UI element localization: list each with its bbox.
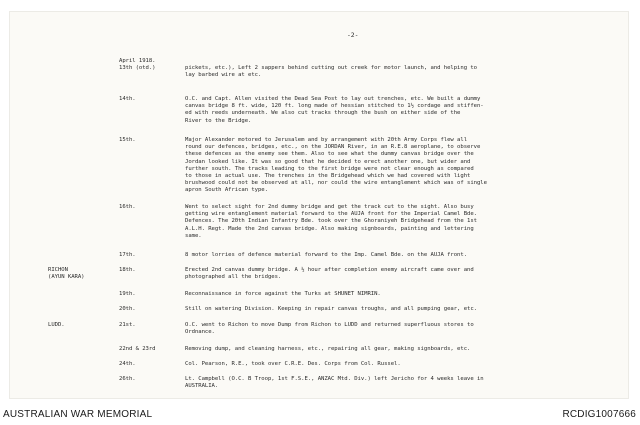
entry-date: 16th. <box>119 204 136 210</box>
entry-date: 20th. <box>119 306 136 312</box>
entry-date: 17th. <box>119 252 136 258</box>
entry-text: pickets, etc.), Left 2 sappers behind cutting out creek for motor launch, and helping to lay barbed wire at etc. <box>185 65 477 79</box>
entry-date: 26th. <box>119 376 136 382</box>
entry-text: Col. Pearson, R.E., took over C.R.E. Des. Corps from Col. Russel. <box>185 361 401 367</box>
entry-text: Major Alexander motored to Jerusalem and by arrangement with 20th Army Corps flew all round our defences, bridges, etc., on the JORDAN River, in an R.E.8 aeroplane, to observe these defences as the enemy see them. Also to see what the dummy canvas bridge over the Jordan looked like. It was so good that he decided to erect another one, but wider and further south. The tracks leading to the first bridge were not clear enough as compared to those in actual use. The trenches in the Bridgehead which we had covered with light brushwood could not be observed at all, nor could the wire entanglement which was of single apron South African type. <box>185 137 487 194</box>
entry-date: 18th. <box>119 267 136 273</box>
entry-text: Still on watering Division. Keeping in repair canvas troughs, and all pumping gear, etc. <box>185 306 477 312</box>
entry-text: Removing dump, and cleaning harness, etc., repairing all gear, making signboards, etc. <box>185 346 471 352</box>
entry-date: 24th. <box>119 361 136 367</box>
entry-text: O.C. and Capt. Allen visited the Dead Sea Post to lay out trenches, etc. We built a dummy canvas bridge 8 ft. wide, 120 ft. long made of hessian stitched to 1½ cordage and stiffen- ed with reeds underneath. We also cut tracks through the bush on either side of the River to the Bridge. <box>185 96 484 124</box>
war-diary-page <box>10 12 628 398</box>
entry-text: Lt. Campbell (O.C. B Troop, 1st F.S.E., ANZAC Mtd. Div.) left Jericho for 4 weeks leave in AUSTRALIA. <box>185 376 484 390</box>
footer-institution: AUSTRALIAN WAR MEMORIAL <box>3 409 153 420</box>
entry-place: LUDD. <box>48 322 65 328</box>
entry-date: 21st. <box>119 322 136 328</box>
entry-date: 14th. <box>119 96 136 102</box>
entry-date: 15th. <box>119 137 136 143</box>
entry-text: Erected 2nd canvas dummy bridge. A ½ hour after completion enemy aircraft came over and photographed all the bridges. <box>185 267 474 281</box>
page-number: -2- <box>347 31 359 39</box>
entry-text: 8 motor lorries of defence material forward to the Imp. Camel Bde. on the AUJA front. <box>185 252 468 258</box>
footer-bar <box>0 409 640 423</box>
entry-text: O.C. went to Richon to move Dump from Richon to LUDD and returned superfluous stores to Ordnance. <box>185 322 474 336</box>
entry-date: 19th. <box>119 291 136 297</box>
entry-place: RICHON (AYUN KARA) <box>48 267 85 281</box>
entry-text: Reconnaissance in force against the Turks at SHUNET NIMRIN. <box>185 291 381 297</box>
entry-text: Went to select sight for 2nd dummy bridge and get the track cut to the sight. Also busy getting wire entanglement material forward to the AUJA front for the Imperial Camel Bde. Defences. The 20th Indian Infantry Bde. took over the Ghoraniyeh Bridgehead from the 1st A.L.H. Regt. Made the 2nd canvas bridge. Also making signboards, painting and lettering same. <box>185 204 477 239</box>
entry-date: 22nd & 23rd <box>119 346 156 352</box>
entry-date: April 1918. 13th (otd.) <box>119 58 156 72</box>
footer-record-id: RCDIG1007666 <box>562 409 636 420</box>
